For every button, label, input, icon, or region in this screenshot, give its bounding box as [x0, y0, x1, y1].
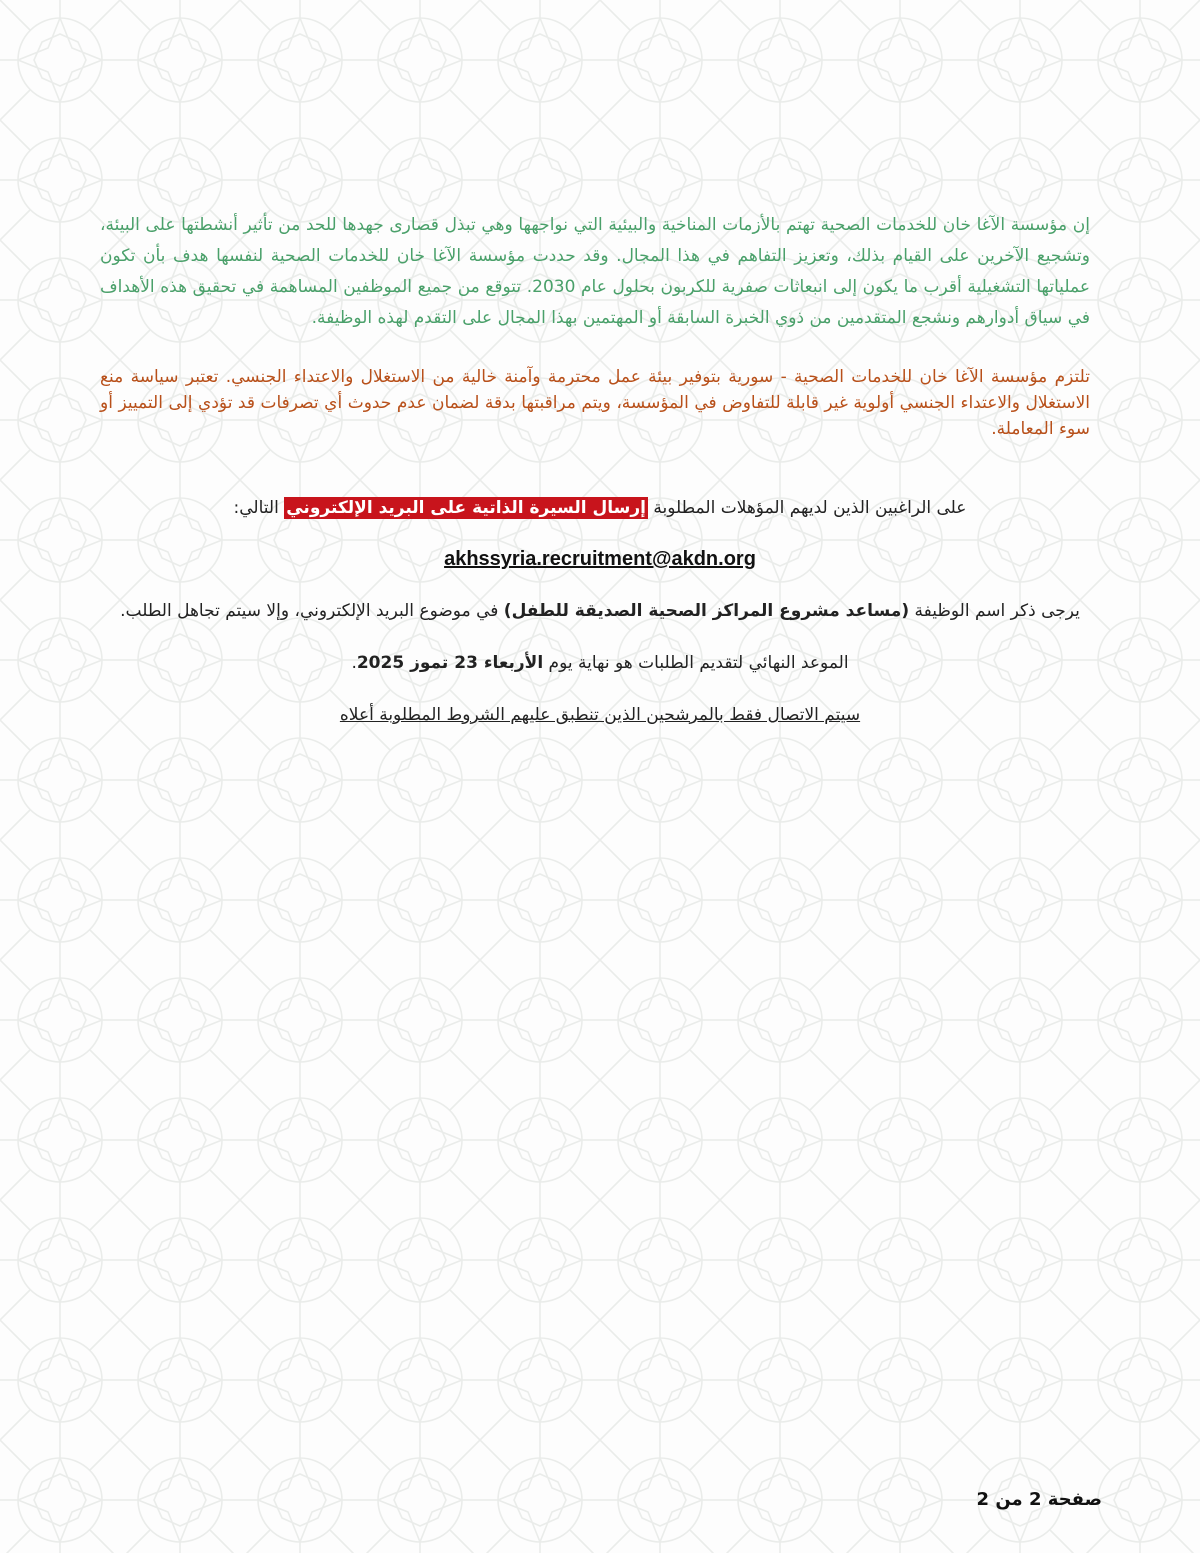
job-title: (مساعد مشروع المراكز الصحية الصديقة للطفل) — [503, 601, 910, 621]
safeguarding-paragraph: تلتزم مؤسسة الآغا خان للخدمات الصحية - سورية بتوفير بيئة عمل محترمة وآمنة خالية من الاستغلال والاعتداء الجنسي. تعتبر سياسة منع الاستغلال والاعتداء الجنسي أولوية غير قابلة للتفاوض في المؤسسة، ويتم مراقبتها بدقة لضمان عدم حدوث أي تصرفات قد تؤدي إلى التمييز أو سوء المعاملة. — [100, 367, 1090, 439]
page-number: صفحة 2 من 2 — [976, 1489, 1102, 1510]
apply-text-after: التالي: — [233, 498, 285, 518]
subject-text-after: في موضوع البريد الإلكتروني، وإلا سيتم تجاهل الطلب. — [120, 601, 504, 621]
apply-highlight: إرسال السيرة الذاتية على البريد الإلكتروني — [286, 498, 646, 518]
deadline-line — [100, 650, 1100, 676]
recruitment-email-link[interactable]: akhssyria.recruitment@akdn.org — [444, 548, 756, 570]
application-instructions — [100, 494, 1100, 522]
contact-notice: سيتم الاتصال فقط بالمرشحين الذين تنطبق عليهم الشروط المطلوبة أعلاه — [339, 705, 861, 725]
deadline-text-after: . — [351, 653, 357, 673]
deadline-day: الأربعاء 23 تموز 2025 — [356, 653, 544, 673]
subject-text-before: يرجى ذكر اسم الوظيفة — [909, 601, 1080, 621]
subject-instructions — [120, 598, 1080, 624]
deadline-text-before: الموعد النهائي لتقديم الطلبات هو نهاية يوم — [543, 653, 849, 673]
environment-paragraph: إن مؤسسة الآغا خان للخدمات الصحية تهتم بالأزمات المناخية والبيئية التي نواجهها وهي تبذل قصارى جهدها للحد من تأثير أنشطتها على البيئة، وتشجيع الآخرين على القيام بذلك، وتعزيز التفاهم في هذا المجال. وقد حددت مؤسسة الآغا خان للخدمات الصحية لنفسها هدف بأن تكون عملياتها التشغيلية أقرب ما يكون إلى انبعاثات صفرية للكربون بحلول عام 2030. تتوقع من جميع الموظفين المساهمة في تحقيق هذه الأهداف في سياق أدوارهم ونشجع المتقدمين من ذوي الخبرة السابقة أو المهتمين بهذا المجال على التقدم لهذه الوظيفة. — [100, 215, 1090, 328]
apply-text-before: على الراغبين الذين لديهم المؤهلات المطلوبة — [647, 498, 967, 518]
